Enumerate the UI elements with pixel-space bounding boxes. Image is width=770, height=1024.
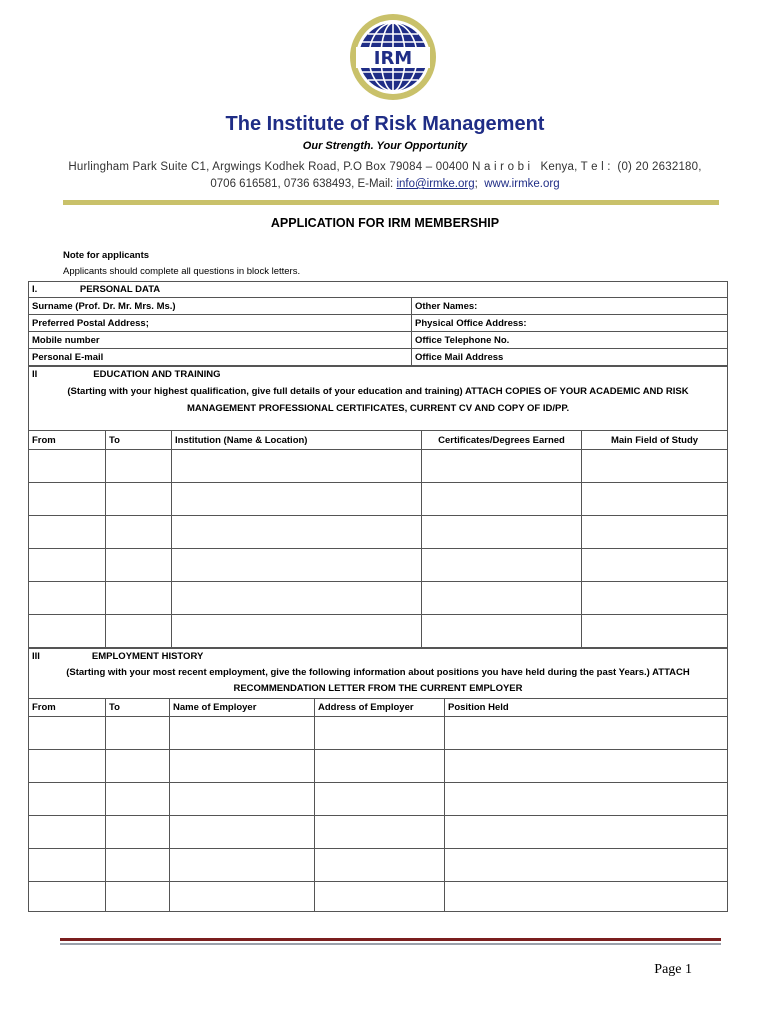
office-telephone-field[interactable]: Office Telephone No.: [412, 332, 728, 349]
emp-cell[interactable]: [445, 849, 728, 882]
personal-email-field[interactable]: Personal E-mail: [29, 349, 412, 366]
emp-cell[interactable]: [106, 717, 170, 750]
emp-col-to: To: [106, 699, 170, 717]
section-1-header: [29, 282, 728, 298]
address-line-2: [0, 178, 770, 190]
emp-cell[interactable]: [445, 717, 728, 750]
form-title: APPLICATION FOR IRM MEMBERSHIP: [270, 216, 500, 230]
note-heading: Note for applicants: [63, 250, 150, 261]
emp-col-address: Address of Employer: [315, 699, 445, 717]
edu-col-field: Main Field of Study: [582, 431, 728, 450]
edu-col-certificates: Certificates/Degrees Earned: [422, 431, 582, 450]
emp-cell[interactable]: [29, 849, 106, 882]
edu-col-from: From: [29, 431, 106, 450]
emp-cell[interactable]: [106, 750, 170, 783]
emp-cell[interactable]: [170, 882, 315, 912]
edu-cell[interactable]: [29, 450, 106, 483]
section-3-instructions-1: (Starting with your most recent employment, give the following information about positions you have held during the past Years.) ATTACH: [66, 667, 690, 678]
section-2-instructions-2: MANAGEMENT PROFESSIONAL CERTIFICATES, CURRENT CV AND COPY OF ID/PP.: [186, 403, 570, 414]
edu-cell[interactable]: [29, 516, 106, 549]
edu-cell[interactable]: [422, 549, 582, 582]
emp-cell[interactable]: [315, 783, 445, 816]
tagline: Our Strength. Your Opportunity: [302, 140, 468, 152]
section-2-instructions-1: (Starting with your highest qualification, give full details of your education and training) ATTACH COPIES OF YOUR ACADEMIC AND RISK: [67, 386, 689, 397]
emp-cell[interactable]: [445, 816, 728, 849]
edu-cell[interactable]: [29, 549, 106, 582]
section-1-heading: PERSONAL DATA: [79, 284, 161, 295]
emp-cell[interactable]: [445, 882, 728, 912]
section-2-number: II: [32, 369, 38, 380]
emp-cell[interactable]: [170, 750, 315, 783]
edu-cell[interactable]: [422, 582, 582, 615]
edu-cell[interactable]: [582, 582, 728, 615]
other-names-field[interactable]: Other Names:: [412, 298, 728, 315]
emp-cell[interactable]: [170, 816, 315, 849]
emp-cell[interactable]: [315, 882, 445, 912]
section-2-heading: EDUCATION AND TRAINING: [93, 369, 221, 380]
emp-cell[interactable]: [29, 717, 106, 750]
physical-office-address-field[interactable]: Physical Office Address:: [412, 315, 728, 332]
section-3-header: [29, 649, 728, 699]
edu-cell[interactable]: [172, 582, 422, 615]
edu-cell[interactable]: [582, 450, 728, 483]
edu-cell[interactable]: [172, 549, 422, 582]
footer-divider: [60, 938, 721, 941]
emp-cell[interactable]: [29, 816, 106, 849]
note-text: Applicants should complete all questions in block letters.: [63, 266, 301, 277]
edu-cell[interactable]: [106, 483, 172, 516]
edu-col-institution: Institution (Name & Location): [172, 431, 422, 450]
edu-cell[interactable]: [582, 615, 728, 648]
edu-cell[interactable]: [172, 615, 422, 648]
edu-cell[interactable]: [582, 516, 728, 549]
edu-cell[interactable]: [106, 516, 172, 549]
emp-col-from: From: [29, 699, 106, 717]
edu-cell[interactable]: [172, 450, 422, 483]
mobile-number-field[interactable]: Mobile number: [29, 332, 412, 349]
emp-cell[interactable]: [106, 882, 170, 912]
separator: ;: [474, 178, 485, 190]
emp-cell[interactable]: [106, 783, 170, 816]
emp-cell[interactable]: [315, 816, 445, 849]
edu-cell[interactable]: [422, 615, 582, 648]
section-3-instructions-2: RECOMMENDATION LETTER FROM THE CURRENT EMPLOYER: [233, 683, 523, 694]
emp-cell[interactable]: [170, 849, 315, 882]
edu-cell[interactable]: [29, 615, 106, 648]
logo-text: IRM: [373, 48, 413, 69]
emp-cell[interactable]: [170, 783, 315, 816]
address-line-1: Hurlingham Park Suite C1, Argwings Kodhek Road, P.O Box 79084 – 00400 N a i r o b i Kenya, T e l : (0) 20 2632180,: [68, 161, 702, 173]
emp-cell[interactable]: [29, 750, 106, 783]
edu-cell[interactable]: [422, 516, 582, 549]
emp-cell[interactable]: [106, 816, 170, 849]
emp-cell[interactable]: [445, 750, 728, 783]
edu-cell[interactable]: [172, 483, 422, 516]
personal-data-table: [28, 281, 728, 366]
emp-cell[interactable]: [315, 750, 445, 783]
edu-col-to: To: [106, 431, 172, 450]
emp-cell[interactable]: [170, 717, 315, 750]
edu-cell[interactable]: [582, 483, 728, 516]
office-mail-address-field[interactable]: Office Mail Address: [412, 349, 728, 366]
emp-cell[interactable]: [315, 849, 445, 882]
edu-cell[interactable]: [29, 483, 106, 516]
emp-cell[interactable]: [445, 783, 728, 816]
emp-cell[interactable]: [29, 783, 106, 816]
postal-address-field[interactable]: Preferred Postal Address;: [29, 315, 412, 332]
edu-cell[interactable]: [106, 549, 172, 582]
edu-cell[interactable]: [106, 582, 172, 615]
emp-cell[interactable]: [315, 717, 445, 750]
section-1-number: I.: [32, 284, 38, 295]
section-2-header: [29, 367, 728, 431]
emp-cell[interactable]: [106, 849, 170, 882]
emp-col-employer: Name of Employer: [170, 699, 315, 717]
emp-col-position: Position Held: [445, 699, 728, 717]
header-divider: [63, 200, 719, 205]
edu-cell[interactable]: [172, 516, 422, 549]
edu-cell[interactable]: [422, 483, 582, 516]
edu-cell[interactable]: [106, 450, 172, 483]
website-link[interactable]: www.irmke.org: [484, 178, 560, 190]
footer-divider-shadow: [60, 943, 721, 945]
education-table: [28, 366, 728, 648]
edu-cell[interactable]: [582, 549, 728, 582]
page-number: Page 1: [654, 962, 692, 977]
edu-cell[interactable]: [106, 615, 172, 648]
section-3-heading: EMPLOYMENT HISTORY: [91, 651, 204, 662]
edu-cell[interactable]: [29, 582, 106, 615]
page-title: The Institute of Risk Management: [225, 113, 545, 135]
section-3-number: III: [32, 651, 40, 662]
irm-logo: [348, 12, 438, 102]
edu-cell[interactable]: [422, 450, 582, 483]
emp-cell[interactable]: [29, 882, 106, 912]
email-link[interactable]: info@irmke.org: [396, 178, 475, 190]
employment-table: [28, 648, 728, 912]
surname-field[interactable]: Surname (Prof. Dr. Mr. Mrs. Ms.): [29, 298, 412, 315]
phone-text: 0706 616581, 0736 638493, E-Mail:: [210, 178, 397, 190]
